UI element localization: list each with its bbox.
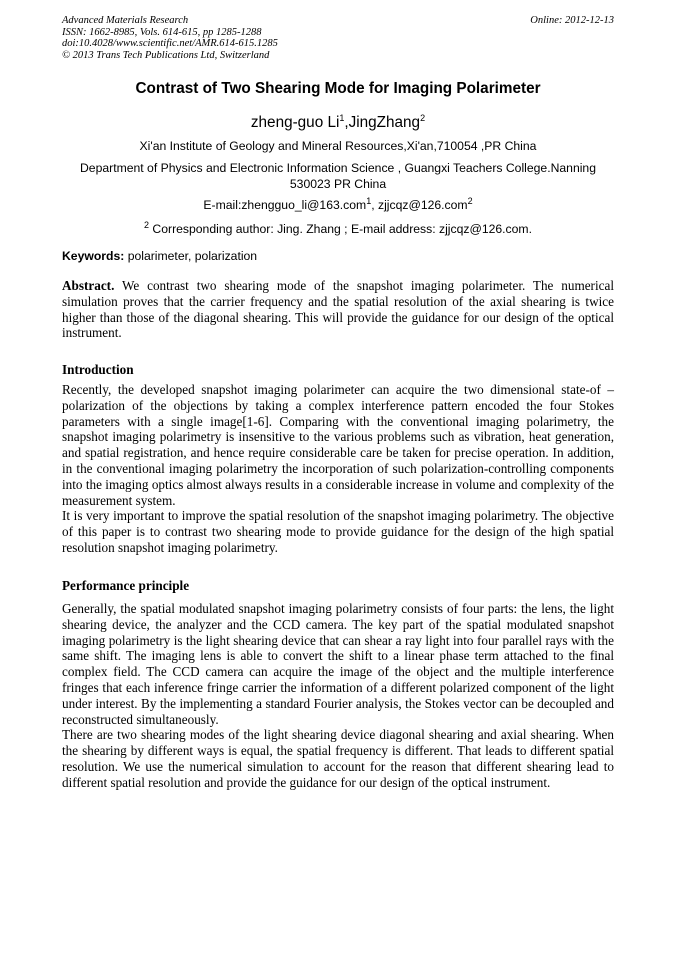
corresponding-text: Corresponding author: Jing. Zhang ; E-mail address: zjjcqz@126.com. (149, 222, 532, 237)
journal-copyright: © 2013 Trans Tech Publications Ltd, Switzerland (62, 49, 270, 61)
email-2[interactable]: , zjjcqz@126.com (371, 198, 468, 213)
keywords-text: polarimeter, polarization (124, 249, 258, 263)
paragraph: Generally, the spatial modulated snapshot imaging polarimetry consists of four parts: the lens, the light shearing device, the analyzer and the CCD camera. The key part of the spatial modulated snapshot imaging polarimetry is the light shearing device that can shear a ray light into four parallel rays with the same shift. The imaging lens is able to convert the shift to a linear phase term attached to the final complex field. The CCD camera can acquire the image of the object and the multiple interference fringes that each inference fringe carrier the information of a different polarized component of the light under interest. By the implementing a standard Fourier analysis, the Stokes vector can be decoupled and reconstructed simultaneously. (62, 601, 614, 727)
email-1[interactable]: E-mail:zhengguo_li@163.com (203, 198, 367, 213)
journal-name: Advanced Materials Research (62, 15, 189, 26)
section-performance-principle (62, 601, 614, 791)
author-1: zheng-guo Li (250, 114, 340, 132)
affiliation-1: Xi'an Institute of Geology and Mineral Resources,Xi'an,710054 ,PR China (139, 139, 537, 153)
paper-title: Contrast of Two Shearing Mode for Imaging Polarimeter (135, 80, 541, 97)
corresponding-author (62, 217, 614, 237)
abstract-label: Abstract. (62, 278, 115, 293)
email-line (62, 193, 614, 213)
paragraph: It is very important to improve the spatial resolution of the snapshot imaging polarimetry. The objective of this paper is to contrast two shearing mode to provide guidance for the design of the high spatial resolution snapshot imaging polarimetry. (62, 508, 614, 555)
author-2: JingZhang (348, 114, 421, 132)
keywords (62, 249, 614, 263)
author-2-affiliation-mark: 2 (420, 113, 426, 123)
journal-doi: doi:10.4028/www.scientific.net/AMR.614-615.1285 (62, 38, 278, 49)
section-heading-introduction: Introduction (62, 362, 134, 377)
email-2-mark: 2 (467, 196, 473, 206)
online-date: Online: 2012-12-13 (530, 15, 614, 26)
journal-header (62, 15, 614, 61)
abstract-text: We contrast two shearing mode of the snapshot imaging polarimeter. The numerical simulation proves that the carrier frequency and the spatial resolution of the axial shearing is twice higher than those of the diagonal shearing. This will provide the guidance for our design of the optical instrument. (62, 278, 614, 341)
paragraph: Recently, the developed snapshot imaging polarimeter can acquire the two dimensional state-of – polarization of the objections by taking a complex interference pattern encoded the four Stokes parameters with a single image[1-6]. Comparing with the conventional imaging polarimetry, the snapshot imaging polarimetry is insensitive to the various problems such as vibration, heat generation, and spatial registration, and hence require considerable care be taken for precise operation. In addition, in the conventional imaging polarimetry the incorporation of such polarization-controlling components into the imaging optics almost always results in a considerable increase in volume and complexity of the measurement system. (62, 382, 614, 508)
section-heading-performance-principle: Performance principle (62, 578, 190, 593)
author-line (62, 113, 614, 132)
journal-issn: ISSN: 1662-8985, Vols. 614-615, pp 1285-1288 (62, 26, 262, 38)
author-1-affiliation-mark: 1 (339, 113, 345, 123)
keywords-label: Keywords: (62, 249, 125, 263)
paragraph: There are two shearing modes of the light shearing device diagonal shearing and axial shearing. When the shearing by different ways is equal, the spatial frequency is different. That leads to different spatial resolution. We use the numerical simulation to account for the reason that different shearing lead to different spatial resolution and provide the guidance for our design of the optical instrument. (62, 727, 614, 790)
affiliation-2: Department of Physics and Electronic Information Science , Guangxi Teachers College.Nanning 530023 PR China (80, 161, 596, 191)
author-separator: , (344, 114, 349, 132)
abstract (62, 278, 614, 341)
corresponding-mark: 2 (144, 220, 150, 230)
section-introduction (62, 382, 614, 556)
email-1-mark: 1 (366, 196, 372, 206)
